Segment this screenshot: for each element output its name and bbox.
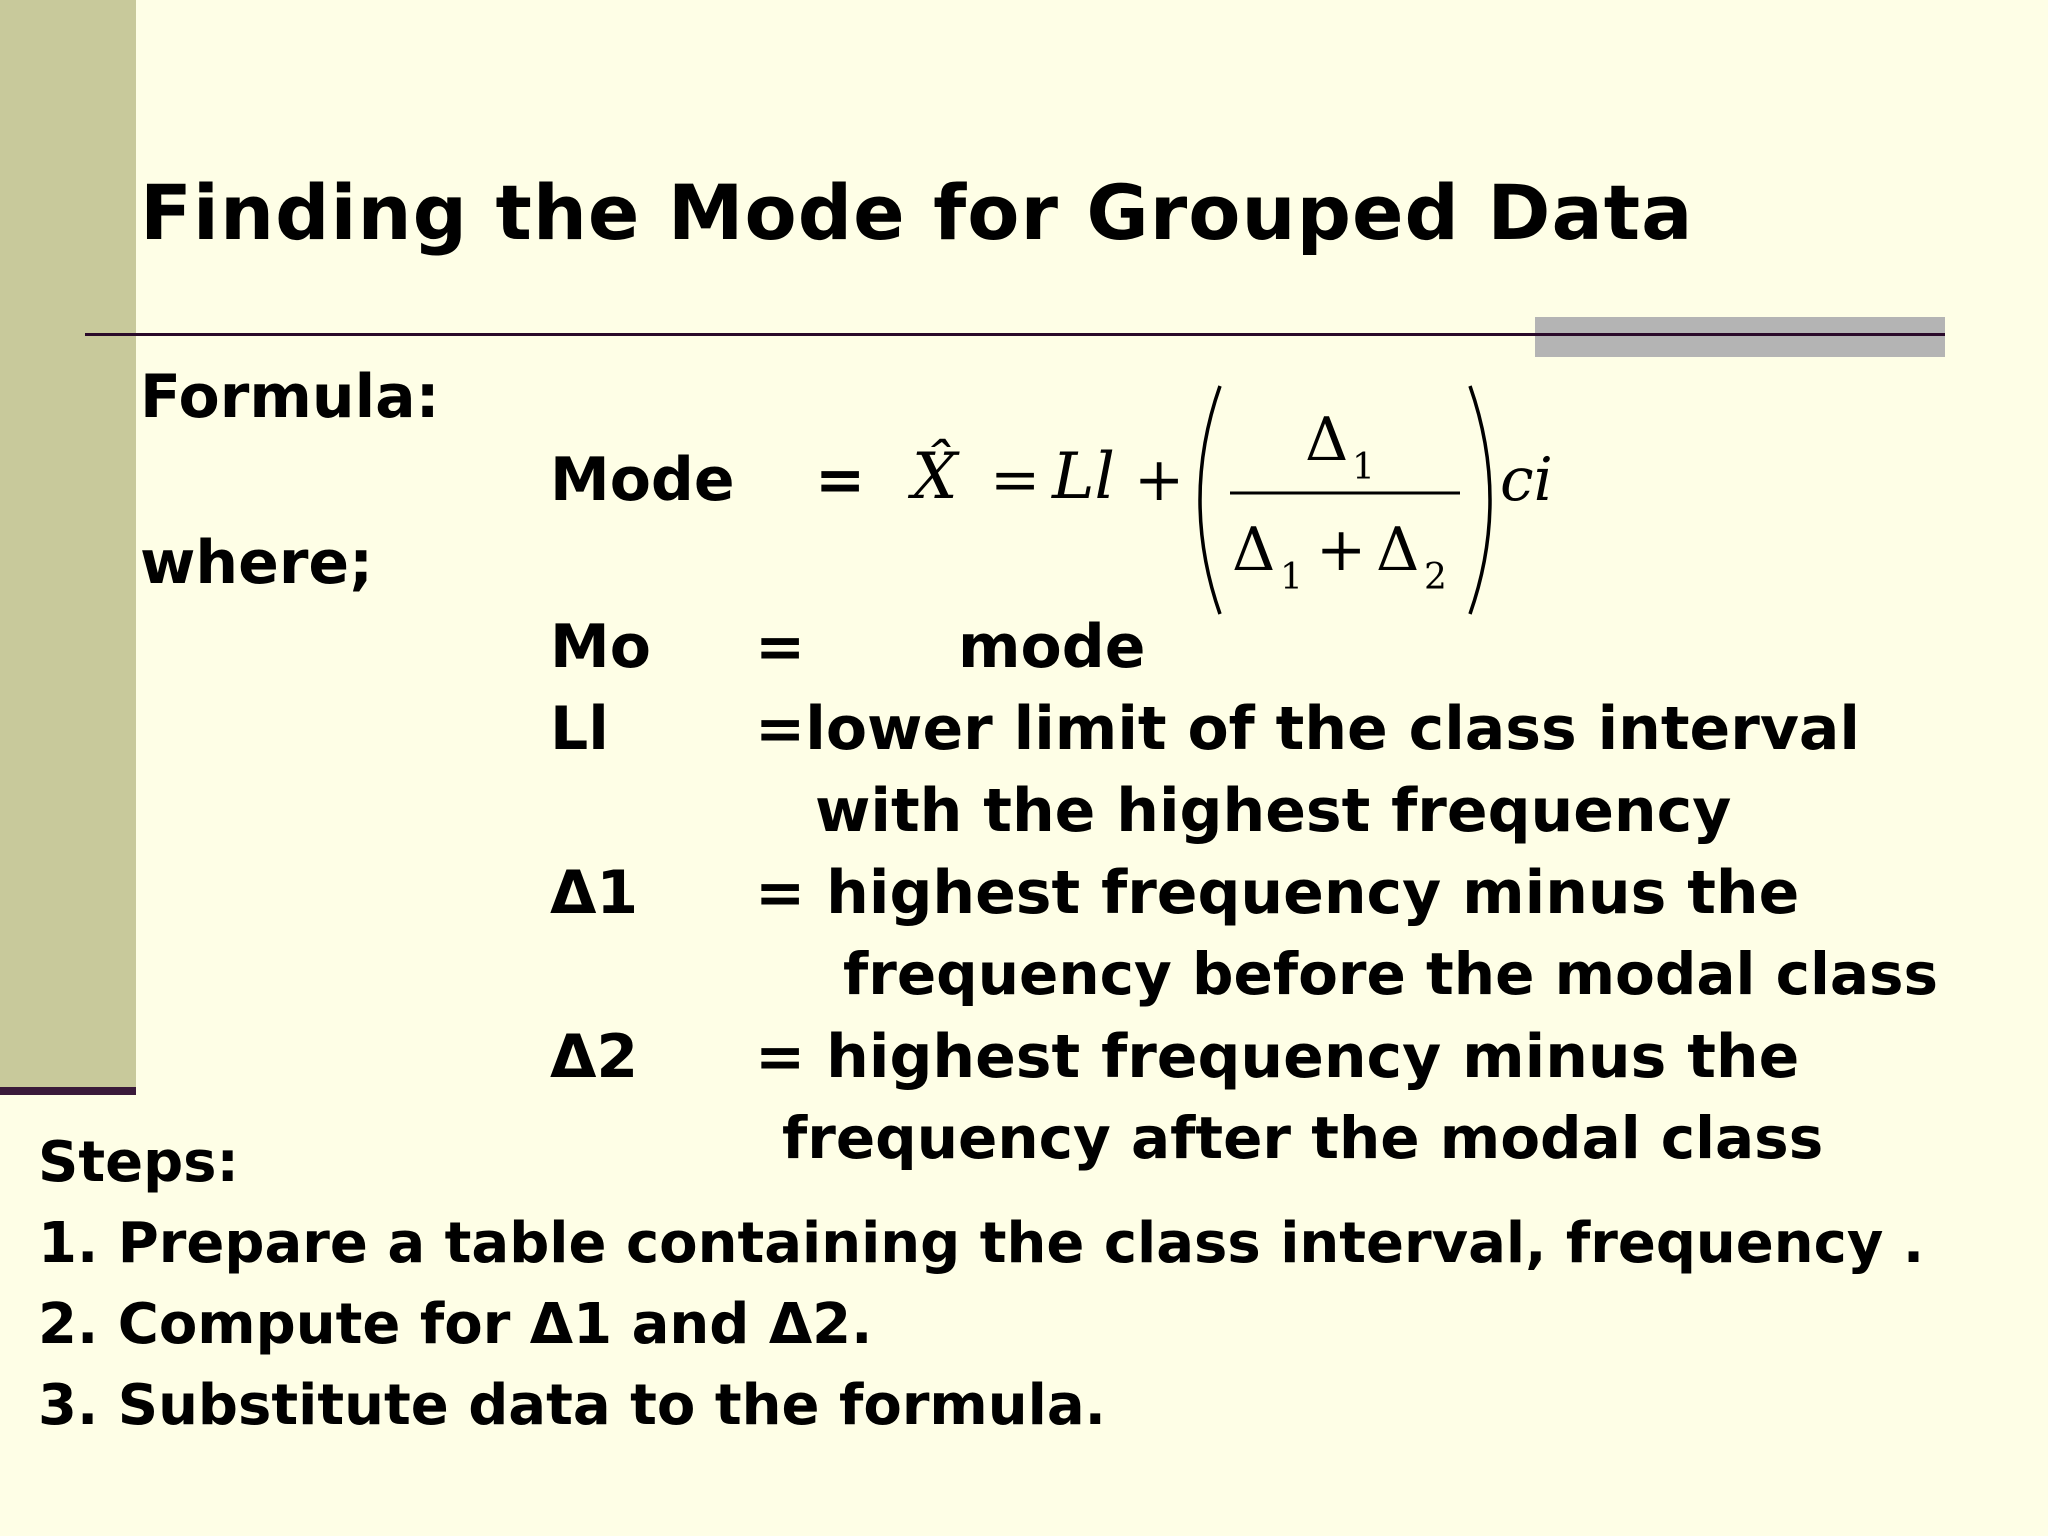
slide-title: Finding the Mode for Grouped Data [140,168,1694,257]
mode-label: Mode [550,445,735,515]
denominator-subscript-1: 1 [1280,557,1303,598]
definition-delta1-text: = highest frequency minus the [755,858,1800,928]
step-3: 3. Substitute data to the formula. [38,1373,1106,1438]
numerator-delta: Δ [1305,405,1349,475]
definition-mo-symbol: Mo [550,612,651,682]
formula-label: Formula: [140,362,440,432]
definition-mo-text: mode [958,612,1146,682]
definition-ll-continuation: with the highest frequency [815,776,1732,846]
denominator-delta-2: Δ [1376,515,1420,585]
definition-ll-symbol: Ll [550,694,609,764]
definition-mo-equals: = [755,612,806,682]
denominator-plus: + [1316,515,1367,585]
definition-delta2-continuation: frequency after the modal class [782,1104,1824,1172]
x-hat: X̂ [912,440,958,514]
definition-delta1-symbol: Δ1 [550,858,639,928]
formula-ci: ci [1500,445,1553,515]
left-parenthesis [1200,386,1220,614]
title-rule [85,333,1945,336]
definition-delta2-symbol: Δ2 [550,1022,639,1092]
denominator-subscript-2: 2 [1424,557,1447,598]
denominator-delta-1: Δ [1232,515,1276,585]
steps-label: Steps: [38,1130,239,1195]
right-parenthesis [1470,386,1490,614]
mode-equals: = [815,445,866,515]
formula-plus: + [1134,445,1185,515]
definition-ll-text: =lower limit of the class interval [755,694,1860,764]
formula-ll: Ll [1052,440,1115,514]
side-accent-bar [0,0,136,1088]
where-label: where; [140,528,374,598]
definition-delta2-text: = highest frequency minus the [755,1022,1800,1092]
formula-equals: = [990,445,1041,515]
side-accent-bar-edge [0,1087,136,1095]
numerator-subscript: 1 [1352,447,1375,488]
step-2: 2. Compute for Δ1 and Δ2. [38,1292,873,1357]
step-1: 1. Prepare a table containing the class interval, frequency . [38,1211,1925,1276]
title-rule-accent [1535,317,1945,357]
definition-delta1-continuation: frequency before the modal class [843,940,1939,1008]
